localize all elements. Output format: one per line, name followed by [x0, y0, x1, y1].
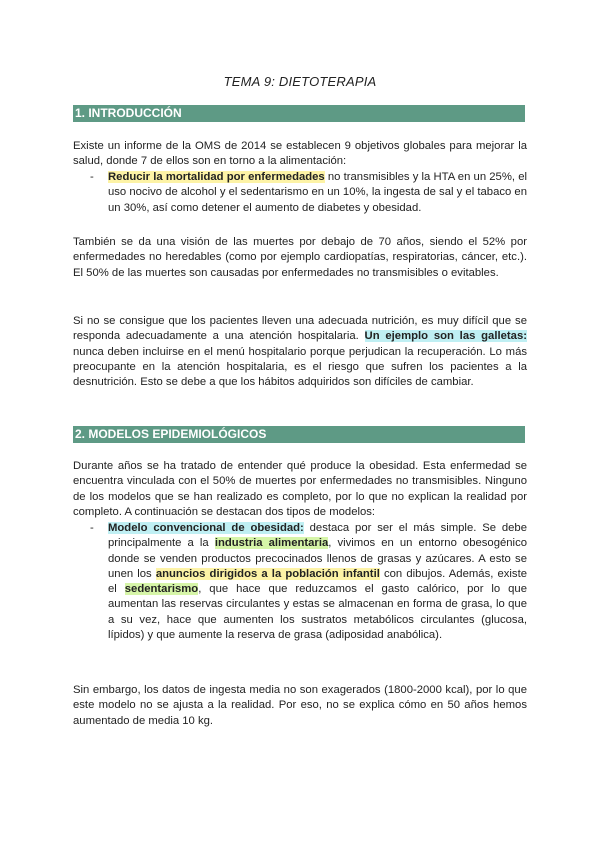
bullet-dash: - — [90, 171, 94, 183]
bullet-text: , que hace que reduzcamos el gasto calórico, por lo que aumentan las reservas circulantes y estas se almacenan en forma de grasa, lo que a su vez, hace que aumenten los sustratos metabólicos circulantes (glucosa, lípidos) y que aumente la reserva de grasa (adiposidad anabólica). — [108, 583, 527, 642]
bullet-text: no transmisibles y la HTA en un 25%, el uso nocivo de alcohol y el sedentarismo en un 10%, la ingesta de sal y el tabaco en un 30%, así como detener el aumento de diabetes y obesidad. — [108, 171, 527, 214]
para-text: Si no se consigue que los pacientes lleven una adecuada nutrición, es muy difícil que se responda adecuadamente a una atención hospitalaria. — [73, 315, 527, 343]
highlight-reducir-mortalidad: Reducir la mortalidad por enfermedades — [108, 171, 325, 183]
highlight-galletas: Un ejemplo son las galletas: — [364, 330, 527, 343]
intro-bullet-1 — [108, 170, 527, 216]
highlight-sedentarismo: sedentarismo — [124, 583, 199, 596]
intro-paragraph-3 — [73, 314, 527, 390]
section-heading-modelos: 2. MODELOS EPIDEMIOLÓGICOS — [73, 426, 525, 443]
modelos-paragraph-2: Sin embargo, los datos de ingesta media no son exagerados (1800-2000 kcal), por lo que este modelo no se ajusta a la realidad. Por eso, no se explica cómo en 50 años hemos aumentado de media 10 kg. — [73, 684, 527, 727]
para-text: nunca deben incluirse en el menú hospitalario porque perjudican la recuperación. Lo más preocupante en la atención hospitalaria, es el riesgo que sufren los pacientes a la desnutrición. Esto se debe a que los hábitos adquiridos son difíciles de cambiar. — [73, 345, 527, 389]
section-heading-introduccion: 1. INTRODUCCIÓN — [73, 105, 525, 122]
bullet-text: , vivimos en un entorno obesogénico donde se venden productos precocinados llenos de grasas y azúcares. A esto se unen los — [108, 537, 528, 580]
bullet-text: destaca por ser el más simple. Se debe principalmente a la — [108, 522, 527, 550]
bullet-text: con dibujos. Además, existe el — [108, 567, 527, 596]
modelos-paragraph-1: Durante años se ha tratado de entender qué produce la obesidad. Esta enfermedad se encuentra vinculada con el 50% de muertes por enfermedades no transmisibles. Ninguno de los modelos que se han realizado es completo, por lo que no explican la realidad por completo. A continuación se destacan dos tipos de modelos: — [73, 460, 527, 518]
intro-paragraph-1: Existe un informe de la OMS de 2014 se establecen 9 objetivos globales para mejorar la salud, donde 7 de ellos son en torno a la alimentación: — [73, 140, 527, 168]
highlight-industria-alimentaria: industria alimentaria — [214, 537, 329, 550]
bullet-dash: - — [90, 522, 94, 534]
intro-paragraph-2: También se da una visión de las muertes por debajo de 70 años, siendo el 52% por enfermedades no heredables (como por ejemplo cardiopatías, respiratorias, cáncer, etc.). El 50% de las muertes son causadas por enfermedades no transmisibles o evitables. — [73, 236, 527, 279]
highlight-anuncios: anuncios dirigidos a la población infantil — [155, 567, 380, 580]
modelos-bullet-1 — [108, 521, 527, 643]
highlight-modelo-convencional: Modelo convencional de obesidad: — [108, 522, 304, 534]
document-title: TEMA 9: DIETOTERAPIA — [223, 74, 377, 89]
